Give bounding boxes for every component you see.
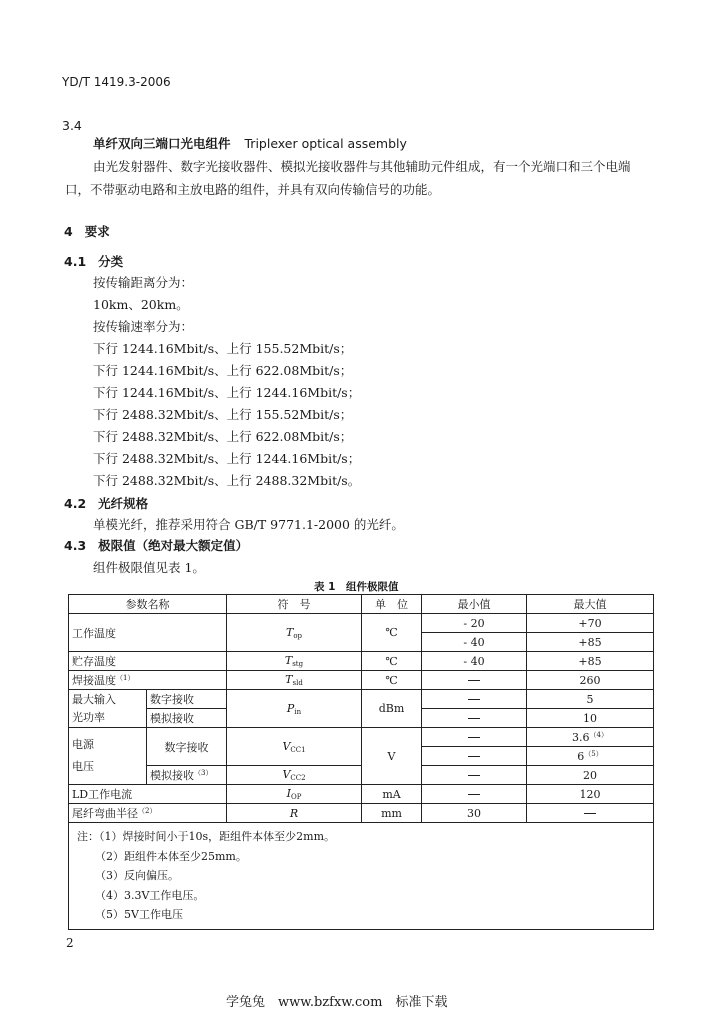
- table-notes-row: [69, 823, 654, 930]
- supply-voltage-symbol-2: $V_{CC2}$: [227, 766, 362, 785]
- table-caption: 表 1 组件极限值: [314, 581, 399, 593]
- header-unit: 单 位: [362, 595, 422, 614]
- section-4-1-number: 4.1: [64, 254, 87, 269]
- note-line: （5）5V工作电压: [95, 908, 183, 921]
- supply-voltage-max-2: $6^{(5)}$: [527, 747, 654, 766]
- table-row: [69, 671, 654, 690]
- footer-watermark: 学兔兔 www.bzfxw.com 标准下载: [226, 995, 448, 1010]
- section-4-title: 要求: [84, 224, 110, 239]
- table-row: [69, 652, 654, 671]
- section-4-1-heading: [64, 252, 123, 270]
- section-4-1-line: 下行 1244.16Mbit/s、上行 155.52Mbit/s；: [93, 341, 353, 356]
- bend-radius-min: 30: [422, 804, 527, 823]
- op-temp-min-1: - 20: [422, 614, 527, 633]
- table-row: [69, 614, 654, 633]
- supply-voltage-digital: 数字接收: [147, 728, 227, 766]
- header-param: 参数名称: [69, 595, 227, 614]
- note-line: （4）3.3V工作电压。: [95, 888, 205, 902]
- document-header: YD/T 1419.3-2006: [62, 75, 171, 89]
- section-4-1-line: 下行 1244.16Mbit/s、上行 1244.16Mbit/s；: [93, 385, 361, 400]
- section-4-3-title: 极限值（绝对最大额定值）: [98, 538, 249, 553]
- input-power-analog: 模拟接收: [147, 709, 227, 728]
- section-4-3-heading: [64, 536, 248, 554]
- op-temp-symbol: $T_{op}$: [227, 614, 362, 652]
- ld-current-unit: mA: [362, 785, 422, 804]
- table-row: [69, 785, 654, 804]
- table-row: [69, 804, 654, 823]
- section-4-number: 4: [64, 224, 73, 239]
- section-3-4-title-cn: 单纤双向三端口光电组件: [93, 136, 231, 151]
- section-4-1-line: 下行 2488.32Mbit/s、上行 1244.16Mbit/s；: [93, 451, 361, 466]
- supply-voltage-min-2: [422, 747, 527, 766]
- input-power-min-1: [422, 690, 527, 709]
- supply-voltage-max-1: $3.6^{(4)}$: [527, 728, 654, 747]
- section-3-4-text-line2: 口，不带驱动电路和主放电路的组件，并具有双向传输信号的功能。: [65, 182, 441, 197]
- input-power-min-2: [422, 709, 527, 728]
- supply-voltage-analog: 模拟接收$^{(3)}$: [147, 766, 227, 785]
- ld-current-min: [422, 785, 527, 804]
- bend-radius-symbol: R: [227, 804, 362, 823]
- solder-temp-symbol: $T_{sld}$: [227, 671, 362, 690]
- section-4-1-line: 10km、20km。: [93, 297, 189, 312]
- ld-current-name: LD工作电流: [69, 785, 227, 804]
- section-3-4-title: [93, 134, 407, 152]
- table-row: [69, 690, 654, 709]
- table-header-row: [69, 595, 654, 614]
- bend-radius-unit: mm: [362, 804, 422, 823]
- table-row: [69, 728, 654, 747]
- op-temp-name: 工作温度: [69, 614, 227, 652]
- store-temp-max: +85: [527, 652, 654, 671]
- page-number: 2: [66, 936, 74, 950]
- store-temp-symbol: $T_{stg}$: [227, 652, 362, 671]
- solder-temp-name: 焊接温度$^{(1)}$: [69, 671, 227, 690]
- section-4-heading: [64, 222, 110, 240]
- note-line: （3）反向偏压。: [95, 869, 179, 882]
- section-4-2-heading: [64, 494, 148, 512]
- section-4-1-line: 按传输速率分为：: [93, 319, 194, 334]
- note-line: （2）距组件本体至少25mm。: [95, 849, 247, 863]
- table-row: [69, 766, 654, 785]
- section-3-4-title-en: Triplexer optical assembly: [244, 136, 407, 151]
- op-temp-unit: ℃: [362, 614, 422, 652]
- input-power-max-2: 10: [527, 709, 654, 728]
- input-power-symbol: $P_{in}$: [227, 690, 362, 728]
- ld-current-symbol: $I_{OP}$: [227, 785, 362, 804]
- section-4-1-line: 下行 2488.32Mbit/s、上行 155.52Mbit/s；: [93, 407, 353, 422]
- store-temp-name: 贮存温度: [69, 652, 227, 671]
- header-max: 最大值: [527, 595, 654, 614]
- op-temp-max-1: +70: [527, 614, 654, 633]
- input-power-max-1: 5: [527, 690, 654, 709]
- supply-voltage-min-1: [422, 728, 527, 747]
- section-4-1-line: 下行 2488.32Mbit/s、上行 622.08Mbit/s；: [93, 429, 353, 444]
- bend-radius-max: [527, 804, 654, 823]
- solder-temp-min: [422, 671, 527, 690]
- header-symbol: 符 号: [227, 595, 362, 614]
- header-min: 最小值: [422, 595, 527, 614]
- store-temp-unit: ℃: [362, 652, 422, 671]
- supply-voltage-name: 电源 电压: [69, 728, 147, 785]
- solder-temp-max: 260: [527, 671, 654, 690]
- section-4-2-text: 单模光纤，推荐采用符合 GB/T 9771.1-2000 的光纤。: [93, 517, 404, 532]
- supply-voltage-max-3: 20: [527, 766, 654, 785]
- section-4-1-line: 下行 2488.32Mbit/s、上行 2488.32Mbit/s。: [93, 473, 361, 488]
- store-temp-min: - 40: [422, 652, 527, 671]
- input-power-name: 最大输入 光功率: [69, 690, 147, 728]
- section-4-3-number: 4.3: [64, 538, 87, 553]
- note-line: 注：（1）焊接时间小于10s，距组件本体至少2mm。: [77, 830, 335, 843]
- op-temp-max-2: +85: [527, 633, 654, 652]
- bend-radius-name: 尾纤弯曲半径$^{(2)}$: [69, 804, 227, 823]
- section-4-1-line: 下行 1244.16Mbit/s、上行 622.08Mbit/s；: [93, 363, 353, 378]
- supply-voltage-min-3: [422, 766, 527, 785]
- table-notes: [69, 823, 654, 930]
- section-3-4-number: 3.4: [62, 118, 82, 133]
- supply-voltage-symbol-1: $V_{CC1}$: [227, 728, 362, 766]
- op-temp-min-2: - 40: [422, 633, 527, 652]
- supply-voltage-unit: V: [362, 728, 422, 785]
- solder-temp-unit: ℃: [362, 671, 422, 690]
- section-4-2-number: 4.2: [64, 496, 87, 511]
- section-3-4-text-line1: 由光发射器件、数字光接收器件、模拟光接收器件与其他辅助元件组成，有一个光端口和三个电端: [93, 159, 631, 174]
- section-4-1-title: 分类: [98, 254, 124, 269]
- input-power-digital: 数字接收: [147, 690, 227, 709]
- limits-table: [68, 594, 654, 930]
- ld-current-max: 120: [527, 785, 654, 804]
- section-4-3-text: 组件极限值见表 1。: [93, 560, 205, 575]
- section-4-2-title: 光纤规格: [98, 496, 149, 511]
- input-power-unit: dBm: [362, 690, 422, 728]
- section-4-1-line: 按传输距离分为：: [93, 275, 194, 290]
